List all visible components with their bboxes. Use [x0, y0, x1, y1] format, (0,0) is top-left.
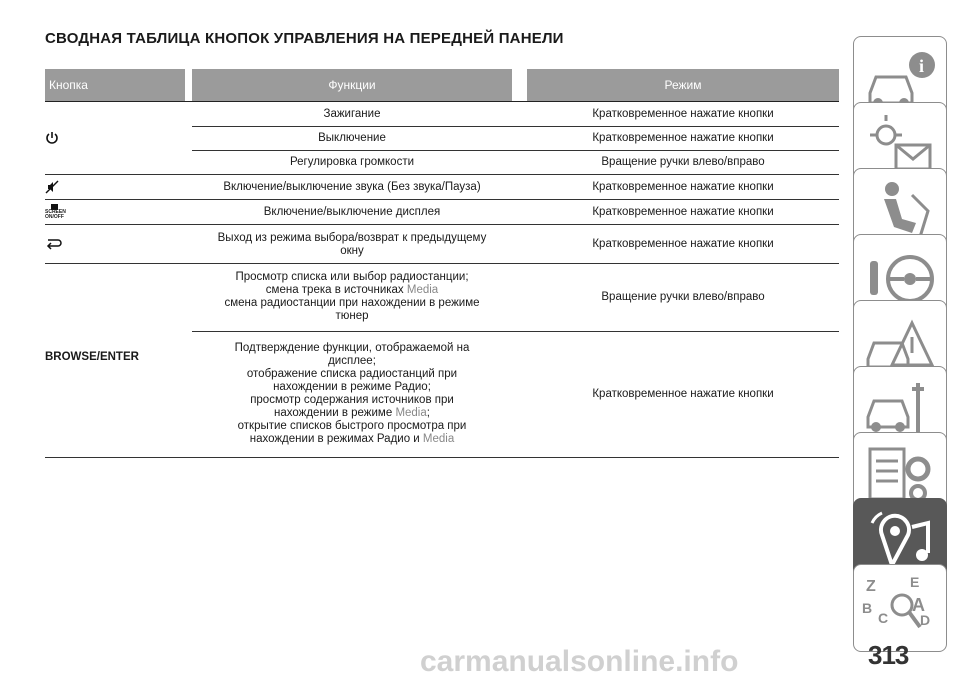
row-function-8-line6-end: ;	[426, 407, 430, 419]
media-label: Media	[406, 284, 439, 296]
svg-text:E: E	[910, 574, 920, 590]
row-divider	[45, 263, 839, 264]
row-divider	[192, 331, 839, 332]
row-function-8-line4: нахождении в режиме Радио;	[273, 381, 431, 393]
row-function-1: Зажигание	[323, 107, 381, 120]
media-label: Media	[395, 407, 427, 419]
back-arrow-icon	[45, 238, 63, 250]
header-function: Функции	[192, 69, 512, 101]
svg-text:A: A	[912, 595, 925, 615]
row-function-8-line3: отображение списка радиостанций при	[246, 368, 458, 380]
row-function-6-line1: Выход из режима выбора/возврат к предыдущему	[217, 232, 487, 244]
row-function-8-line6	[274, 407, 430, 420]
row-function-8-line2: дисплее;	[328, 355, 376, 367]
watermark: carmanualsonline.info	[420, 645, 739, 678]
back-button-cell	[45, 225, 185, 263]
screen-label: SCREEN	[45, 209, 66, 215]
row-function-8-line6-text: нахождении в режиме	[274, 407, 396, 419]
row-function-6-line2: окну	[340, 245, 364, 257]
row-function-7-line3: смена радиостанции при нахождении в режиме	[224, 297, 480, 309]
power-button-cell	[45, 126, 185, 150]
row-mode-8: Кратковременное нажатие кнопки	[592, 387, 774, 400]
svg-text:B: B	[862, 600, 873, 616]
row-function-5: Включение/выключение дисплея	[263, 205, 441, 218]
row-mode-2: Кратковременное нажатие кнопки	[592, 131, 774, 144]
row-function-3: Регулировка громкости	[289, 155, 415, 168]
row-function-7-line2	[266, 284, 438, 297]
header-button: Кнопка	[45, 69, 185, 101]
onoff-label: ON/OFF	[45, 214, 64, 220]
mute-button-cell	[45, 175, 185, 199]
row-mode-3: Вращение ручки влево/вправо	[601, 155, 765, 168]
header-divider	[45, 101, 839, 102]
row-mode-4: Кратковременное нажатие кнопки	[592, 180, 774, 193]
screen-button-cell	[45, 200, 185, 224]
row-function-2: Выключение	[318, 131, 386, 144]
svg-text:Z: Z	[866, 578, 876, 595]
page-number: 313	[868, 640, 909, 670]
mute-icon	[45, 180, 59, 194]
row-mode-1: Кратковременное нажатие кнопки	[592, 107, 774, 120]
row-mode-7: Вращение ручки влево/вправо	[601, 290, 765, 303]
row-function-8-line7: открытие списков быстрого просмотра при	[237, 420, 467, 432]
row-function-8-line8	[250, 433, 455, 446]
row-function-8-line1: Подтверждение функции, отображаемой на	[234, 342, 470, 354]
page-title: СВОДНАЯ ТАБЛИЦА КНОПОК УПРАВЛЕНИЯ НА ПЕРЕДНЕЙ ПАНЕЛИ	[45, 30, 564, 47]
browse-enter-label: BROWSE/ENTER	[45, 351, 139, 363]
row-function-7-line4: тюнер	[335, 310, 369, 322]
row-function-6	[192, 227, 512, 263]
row-function-7-line2-text: смена трека в источниках	[265, 284, 407, 296]
svg-text:i: i	[919, 56, 925, 76]
row-function-8-line8-text: нахождении в режимах Радио и	[249, 433, 423, 445]
svg-text:D: D	[920, 612, 931, 628]
tab-index[interactable]	[853, 564, 947, 652]
media-label: Media	[422, 433, 455, 445]
index-icon	[862, 571, 938, 645]
row-function-8-line5: просмотр содержания источников при	[250, 394, 454, 406]
header-mode: Режим	[527, 69, 839, 101]
row-mode-6: Кратковременное нажатие кнопки	[592, 237, 774, 250]
row-function-7-line1: Просмотр списка или выбор радиостанции;	[235, 271, 469, 283]
svg-text:C: C	[878, 610, 889, 626]
power-icon	[45, 131, 59, 145]
row-function-4: Включение/выключение звука (Без звука/Пауза)	[223, 180, 481, 193]
row-mode-5: Кратковременное нажатие кнопки	[592, 205, 774, 218]
row-function-7	[192, 266, 512, 328]
row-function-8	[192, 334, 512, 454]
table-bottom-border	[45, 457, 839, 458]
